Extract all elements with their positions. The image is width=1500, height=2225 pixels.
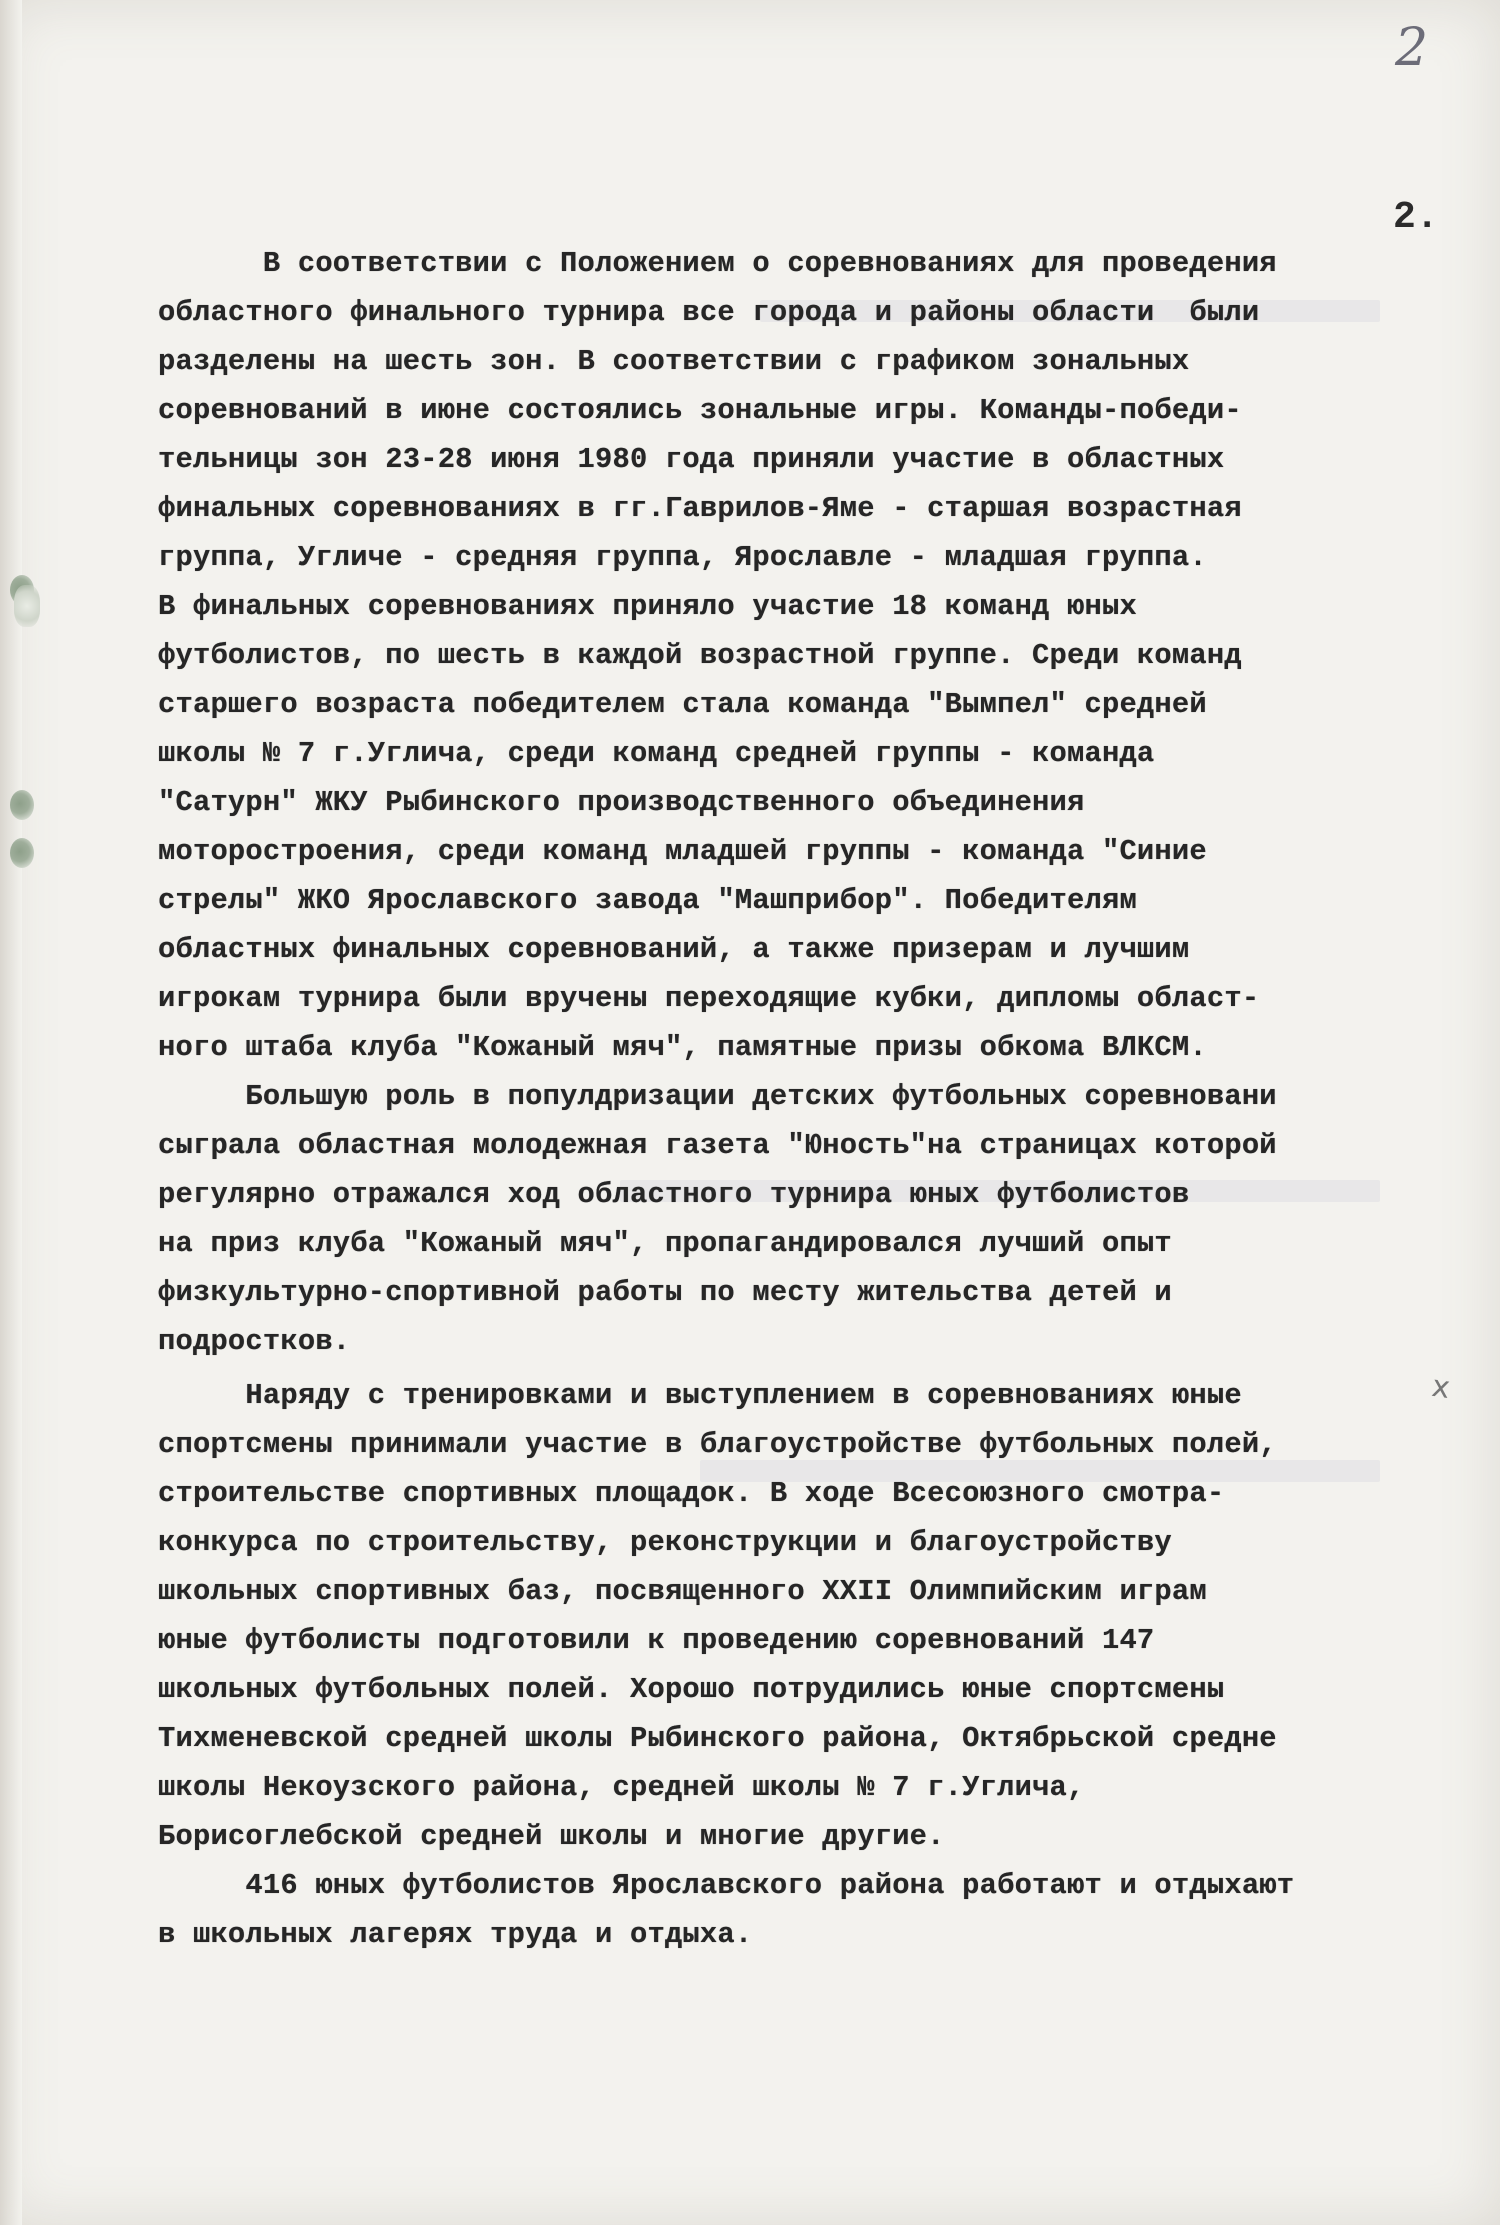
text-line: "Сатурн" ЖКУ Рыбинского производственного объединения [158,786,1085,819]
text-line: областных финальных соревнований, а также призерам и лучшим [158,933,1190,966]
text-line: в школьных лагерях труда и отдыха. [158,1918,753,1951]
text-line: физкультурно-спортивной работы по месту жительства детей и [158,1276,1172,1309]
text-line: на приз клуба "Кожаный мяч", пропагандировался лучший опыт [158,1227,1172,1260]
text-line: Наряду с тренировками и выступлением в соревнованиях юные [158,1379,1242,1412]
text-line: школы № 7 г.Углича, среди команд средней группы - команда [158,737,1155,770]
margin-mark: x [1429,1368,1453,1407]
text-line: группа, Угличе - средняя группа, Ярославле - младшая группа. [158,541,1207,574]
text-line: финальных соревнованиях в гг.Гаврилов-Яме - старшая возрастная [158,492,1242,525]
text-line: ного штаба клуба "Кожаный мяч", памятные призы обкома ВЛКСМ. [158,1031,1207,1064]
binding-edge [0,0,22,2225]
text-line: моторостроения, среди команд младшей группы - команда "Синие [158,835,1207,868]
text-line: сыграла областная молодежная газета "Юность"на страницах которой [158,1129,1277,1162]
text-line: тельницы зон 23-28 июня 1980 года приняли участие в областных [158,443,1225,476]
text-line: соревнований в июне состоялись зональные игры. Команды-победи- [158,394,1242,427]
text-line: школьных спортивных баз, посвященного XXII Олимпийским играм [158,1575,1207,1608]
text-line: Тихменевской средней школы Рыбинского района, Октябрьской средне [158,1722,1277,1755]
text-line: школьных футбольных полей. Хорошо потрудились юные спортсмены [158,1673,1225,1706]
text-line: В финальных соревнованиях приняло участие 18 команд юных [158,590,1137,623]
text-line: спортсмены принимали участие в благоустройстве футбольных полей, [158,1428,1277,1461]
text-line: стрелы" ЖКО Ярославского завода "Машприбор". Победителям [158,884,1137,917]
handwritten-page-number: 2 [1395,18,1429,78]
text-line: 416 юных футболистов Ярославского района работают и отдыхают [158,1869,1295,1902]
text-line: В соответствии с Положением о соревнованиях для проведения [158,247,1277,280]
binding-hole [10,838,34,868]
text-line: регулярно отражался ход областного турнира юных футболистов [158,1178,1190,1211]
typed-page-number: 2. [1393,196,1439,239]
text-line: игрокам турнира были вручены переходящие кубки, дипломы област- [158,982,1260,1015]
binding-tear [14,585,40,627]
text-line: школы Некоузского района, средней школы № 7 г.Углича, [158,1771,1085,1804]
text-line: старшего возраста победителем стала команда "Вымпел" средней [158,688,1207,721]
text-line: Борисоглебской средней школы и многие другие. [158,1820,945,1853]
text-line: строительстве спортивных площадок. В ходе Всесоюзного смотра- [158,1477,1225,1510]
text-line: разделены на шесть зон. В соответствии с графиком зональных [158,345,1190,378]
text-line: областного финального турнира все города и районы области были [158,296,1260,329]
text-line: футболистов, по шесть в каждой возрастной группе. Среди команд [158,639,1242,672]
text-line: Большую роль в популдризации детских футбольных соревновани [158,1080,1277,1113]
text-line: подростков. [158,1325,351,1358]
text-line: конкурса по строительству, реконструкции и благоустройству [158,1526,1172,1559]
text-line: юные футболисты подготовили к проведению соревнований 147 [158,1624,1155,1657]
binding-hole [10,790,34,820]
